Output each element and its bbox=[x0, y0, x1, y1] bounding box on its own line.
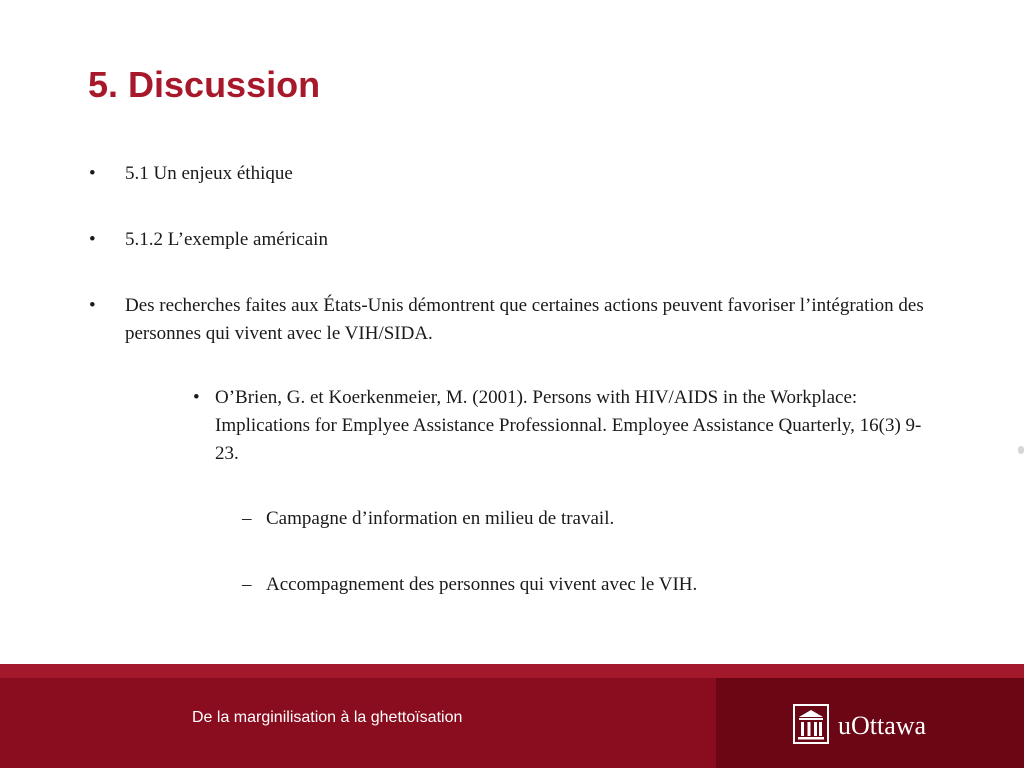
logo-text: uOttawa bbox=[838, 711, 927, 740]
footer-text: De la marginilisation à la ghettoïsation bbox=[192, 709, 463, 726]
bullet-marker: • bbox=[89, 295, 96, 316]
footer-bar bbox=[0, 664, 1024, 768]
dash-item bbox=[242, 505, 946, 533]
sub-bullet-item bbox=[193, 384, 935, 468]
bullet-item bbox=[89, 160, 965, 188]
bullet-marker: • bbox=[89, 229, 96, 250]
slide-title: 5. Discussion bbox=[88, 64, 321, 105]
dash-text: Accompagnement des personnes qui vivent avec le VIH. bbox=[266, 574, 698, 595]
dash-item bbox=[242, 571, 946, 599]
bullet-text: Des recherches faites aux États-Unis démontrent que certaines actions peuvent favoriser l’intégration des personnes qui vivent avec le VIH/SIDA. bbox=[125, 295, 924, 344]
bullet-item bbox=[89, 292, 945, 348]
building-icon bbox=[793, 704, 829, 744]
edge-dot bbox=[1018, 446, 1024, 454]
dash-marker: – bbox=[242, 574, 252, 595]
bullet-text: 5.1 Un enjeux éthique bbox=[125, 163, 293, 184]
dash-text: Campagne d’information en milieu de travail. bbox=[266, 508, 615, 529]
footer-strip bbox=[0, 664, 1024, 678]
bullet-marker: • bbox=[193, 387, 200, 408]
bullet-text: 5.1.2 L’exemple américain bbox=[125, 229, 328, 250]
bullet-marker: • bbox=[89, 163, 96, 184]
bullet-text: O’Brien, G. et Koerkenmeier, M. (2001). Persons with HIV/AIDS in the Workplace: Implications for Emplyee Assistance Professionnal. Employee Assistance Quarterly, 16(3) 9-23. bbox=[215, 387, 922, 464]
dash-marker: – bbox=[242, 508, 252, 529]
bullet-item bbox=[89, 226, 965, 254]
